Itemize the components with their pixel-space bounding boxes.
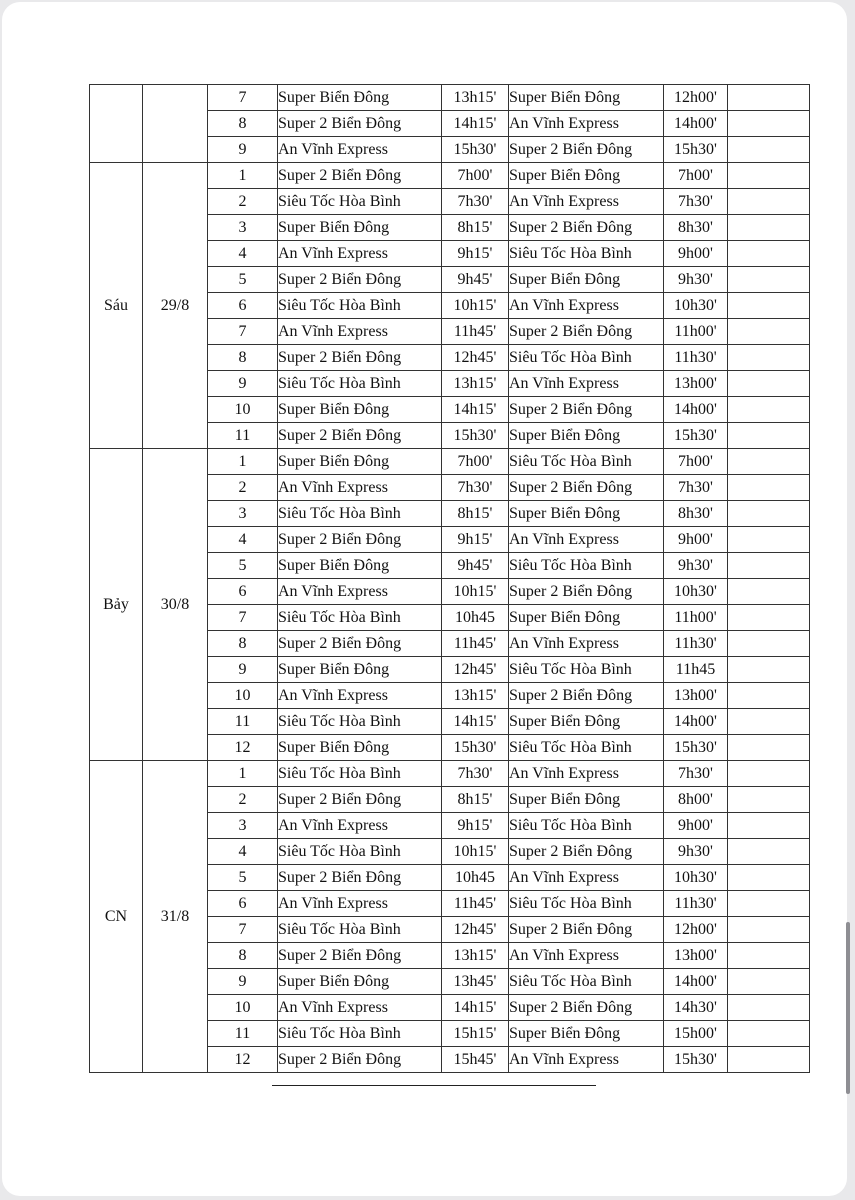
return-time-cell: 9h00' <box>664 527 728 553</box>
ferry-schedule-table <box>89 84 810 1073</box>
notes-cell <box>728 553 810 579</box>
day-of-week-cell <box>90 85 143 163</box>
notes-cell <box>728 605 810 631</box>
departure-time-cell: 11h45' <box>442 631 509 657</box>
departure-time-cell: 12h45' <box>442 345 509 371</box>
departure-ship-cell: Super Biển Đông <box>278 735 442 761</box>
departure-time-cell: 7h30' <box>442 189 509 215</box>
date-cell: 29/8 <box>143 163 208 449</box>
departure-ship-cell: Siêu Tốc Hòa Bình <box>278 371 442 397</box>
notes-cell <box>728 943 810 969</box>
departure-ship-cell: Super Biển Đông <box>278 657 442 683</box>
trip-number-cell: 5 <box>208 865 278 891</box>
departure-time-cell: 9h45' <box>442 267 509 293</box>
notes-cell <box>728 761 810 787</box>
day-of-week-cell: Bảy <box>90 449 143 761</box>
notes-cell <box>728 189 810 215</box>
trip-number-cell: 9 <box>208 137 278 163</box>
return-ship-cell: Super 2 Biển Đông <box>509 475 664 501</box>
return-time-cell: 11h00' <box>664 319 728 345</box>
trip-number-cell: 8 <box>208 111 278 137</box>
departure-ship-cell: Super 2 Biển Đông <box>278 527 442 553</box>
departure-time-cell: 15h30' <box>442 423 509 449</box>
departure-time-cell: 9h15' <box>442 813 509 839</box>
return-ship-cell: Super Biển Đông <box>509 605 664 631</box>
notes-cell <box>728 683 810 709</box>
notes-cell <box>728 137 810 163</box>
trip-number-cell: 8 <box>208 943 278 969</box>
departure-ship-cell: An Vĩnh Express <box>278 683 442 709</box>
departure-time-cell: 12h45' <box>442 657 509 683</box>
departure-ship-cell: An Vĩnh Express <box>278 475 442 501</box>
departure-time-cell: 7h00' <box>442 163 509 189</box>
return-ship-cell: Siêu Tốc Hòa Bình <box>509 449 664 475</box>
return-time-cell: 14h30' <box>664 995 728 1021</box>
departure-ship-cell: Siêu Tốc Hòa Bình <box>278 761 442 787</box>
table-row <box>90 163 810 189</box>
return-time-cell: 7h00' <box>664 449 728 475</box>
trip-number-cell: 11 <box>208 709 278 735</box>
trip-number-cell: 4 <box>208 839 278 865</box>
trip-number-cell: 1 <box>208 449 278 475</box>
departure-ship-cell: Super 2 Biển Đông <box>278 631 442 657</box>
trip-number-cell: 12 <box>208 735 278 761</box>
return-ship-cell: Super 2 Biển Đông <box>509 397 664 423</box>
trip-number-cell: 7 <box>208 917 278 943</box>
trip-number-cell: 3 <box>208 215 278 241</box>
return-time-cell: 10h30' <box>664 579 728 605</box>
notes-cell <box>728 735 810 761</box>
notes-cell <box>728 709 810 735</box>
return-time-cell: 15h30' <box>664 137 728 163</box>
departure-time-cell: 15h15' <box>442 1021 509 1047</box>
notes-cell <box>728 579 810 605</box>
return-ship-cell: Super Biển Đông <box>509 787 664 813</box>
return-ship-cell: Siêu Tốc Hòa Bình <box>509 891 664 917</box>
trip-number-cell: 2 <box>208 787 278 813</box>
departure-ship-cell: An Vĩnh Express <box>278 579 442 605</box>
departure-time-cell: 15h30' <box>442 735 509 761</box>
notes-cell <box>728 657 810 683</box>
return-time-cell: 14h00' <box>664 969 728 995</box>
return-ship-cell: Siêu Tốc Hòa Bình <box>509 969 664 995</box>
return-ship-cell: An Vĩnh Express <box>509 527 664 553</box>
day-of-week-cell: Sáu <box>90 163 143 449</box>
trip-number-cell: 7 <box>208 605 278 631</box>
return-time-cell: 7h00' <box>664 163 728 189</box>
return-ship-cell: Super Biển Đông <box>509 267 664 293</box>
trip-number-cell: 8 <box>208 631 278 657</box>
departure-ship-cell: Super Biển Đông <box>278 969 442 995</box>
notes-cell <box>728 163 810 189</box>
return-ship-cell: Super Biển Đông <box>509 163 664 189</box>
trip-number-cell: 10 <box>208 397 278 423</box>
trip-number-cell: 2 <box>208 189 278 215</box>
return-ship-cell: An Vĩnh Express <box>509 111 664 137</box>
departure-ship-cell: Siêu Tốc Hòa Bình <box>278 605 442 631</box>
return-ship-cell: An Vĩnh Express <box>509 1047 664 1073</box>
departure-time-cell: 7h30' <box>442 761 509 787</box>
return-ship-cell: Super 2 Biển Đông <box>509 995 664 1021</box>
date-cell: 30/8 <box>143 449 208 761</box>
table-row <box>90 85 810 111</box>
trip-number-cell: 9 <box>208 969 278 995</box>
notes-cell <box>728 995 810 1021</box>
notes-cell <box>728 475 810 501</box>
return-time-cell: 8h30' <box>664 215 728 241</box>
departure-ship-cell: Super Biển Đông <box>278 553 442 579</box>
return-ship-cell: Super 2 Biển Đông <box>509 917 664 943</box>
return-ship-cell: Siêu Tốc Hòa Bình <box>509 553 664 579</box>
notes-cell <box>728 345 810 371</box>
departure-ship-cell: An Vĩnh Express <box>278 995 442 1021</box>
trip-number-cell: 11 <box>208 1021 278 1047</box>
trip-number-cell: 3 <box>208 813 278 839</box>
return-ship-cell: Super Biển Đông <box>509 709 664 735</box>
return-time-cell: 15h30' <box>664 423 728 449</box>
departure-time-cell: 13h15' <box>442 683 509 709</box>
return-ship-cell: Super 2 Biển Đông <box>509 137 664 163</box>
return-time-cell: 9h00' <box>664 241 728 267</box>
date-cell <box>143 85 208 163</box>
return-time-cell: 11h30' <box>664 631 728 657</box>
trip-number-cell: 10 <box>208 683 278 709</box>
return-ship-cell: Super 2 Biển Đông <box>509 683 664 709</box>
return-ship-cell: An Vĩnh Express <box>509 865 664 891</box>
return-time-cell: 9h00' <box>664 813 728 839</box>
departure-time-cell: 9h15' <box>442 527 509 553</box>
departure-time-cell: 10h15' <box>442 839 509 865</box>
departure-time-cell: 10h15' <box>442 579 509 605</box>
return-time-cell: 8h30' <box>664 501 728 527</box>
trip-number-cell: 7 <box>208 85 278 111</box>
trip-number-cell: 6 <box>208 293 278 319</box>
notes-cell <box>728 85 810 111</box>
notes-cell <box>728 423 810 449</box>
trip-number-cell: 5 <box>208 553 278 579</box>
return-ship-cell: An Vĩnh Express <box>509 293 664 319</box>
departure-time-cell: 14h15' <box>442 111 509 137</box>
notes-cell <box>728 527 810 553</box>
trip-number-cell: 2 <box>208 475 278 501</box>
notes-cell <box>728 1021 810 1047</box>
return-ship-cell: Super 2 Biển Đông <box>509 579 664 605</box>
notes-cell <box>728 631 810 657</box>
departure-time-cell: 15h30' <box>442 137 509 163</box>
departure-ship-cell: An Vĩnh Express <box>278 813 442 839</box>
notes-cell <box>728 397 810 423</box>
notes-cell <box>728 839 810 865</box>
return-time-cell: 10h30' <box>664 865 728 891</box>
departure-ship-cell: Siêu Tốc Hòa Bình <box>278 839 442 865</box>
return-ship-cell: Siêu Tốc Hòa Bình <box>509 241 664 267</box>
notes-cell <box>728 501 810 527</box>
departure-time-cell: 7h30' <box>442 475 509 501</box>
return-ship-cell: Super 2 Biển Đông <box>509 215 664 241</box>
departure-time-cell: 11h45' <box>442 319 509 345</box>
departure-time-cell: 10h45 <box>442 865 509 891</box>
departure-ship-cell: Super 2 Biển Đông <box>278 1047 442 1073</box>
return-ship-cell: Super Biển Đông <box>509 85 664 111</box>
trip-number-cell: 3 <box>208 501 278 527</box>
notes-cell <box>728 241 810 267</box>
return-ship-cell: Super Biển Đông <box>509 423 664 449</box>
day-of-week-cell: CN <box>90 761 143 1073</box>
trip-number-cell: 5 <box>208 267 278 293</box>
trip-number-cell: 11 <box>208 423 278 449</box>
departure-time-cell: 15h45' <box>442 1047 509 1073</box>
notes-cell <box>728 891 810 917</box>
return-ship-cell: Super 2 Biển Đông <box>509 319 664 345</box>
trip-number-cell: 6 <box>208 579 278 605</box>
departure-time-cell: 13h15' <box>442 943 509 969</box>
departure-ship-cell: Siêu Tốc Hòa Bình <box>278 501 442 527</box>
departure-time-cell: 14h15' <box>442 397 509 423</box>
notes-cell <box>728 449 810 475</box>
return-time-cell: 11h45 <box>664 657 728 683</box>
trip-number-cell: 12 <box>208 1047 278 1073</box>
return-time-cell: 13h00' <box>664 371 728 397</box>
notes-cell <box>728 267 810 293</box>
return-ship-cell: An Vĩnh Express <box>509 943 664 969</box>
departure-time-cell: 8h15' <box>442 215 509 241</box>
trip-number-cell: 1 <box>208 761 278 787</box>
return-ship-cell: Super 2 Biển Đông <box>509 839 664 865</box>
departure-time-cell: 13h15' <box>442 371 509 397</box>
departure-ship-cell: Super Biển Đông <box>278 449 442 475</box>
notes-cell <box>728 969 810 995</box>
departure-ship-cell: Siêu Tốc Hòa Bình <box>278 709 442 735</box>
departure-ship-cell: Super 2 Biển Đông <box>278 267 442 293</box>
table-row <box>90 761 810 787</box>
departure-ship-cell: Siêu Tốc Hòa Bình <box>278 189 442 215</box>
trip-number-cell: 8 <box>208 345 278 371</box>
departure-time-cell: 8h15' <box>442 787 509 813</box>
trip-number-cell: 4 <box>208 527 278 553</box>
return-ship-cell: An Vĩnh Express <box>509 761 664 787</box>
return-time-cell: 15h00' <box>664 1021 728 1047</box>
departure-ship-cell: Super 2 Biển Đông <box>278 865 442 891</box>
return-ship-cell: Siêu Tốc Hòa Bình <box>509 345 664 371</box>
departure-ship-cell: Siêu Tốc Hòa Bình <box>278 1021 442 1047</box>
return-ship-cell: An Vĩnh Express <box>509 189 664 215</box>
return-ship-cell: Super Biển Đông <box>509 501 664 527</box>
departure-time-cell: 10h15' <box>442 293 509 319</box>
notes-cell <box>728 865 810 891</box>
vertical-scrollbar[interactable] <box>846 922 850 1094</box>
notes-cell <box>728 293 810 319</box>
trip-number-cell: 7 <box>208 319 278 345</box>
return-time-cell: 12h00' <box>664 917 728 943</box>
notes-cell <box>728 917 810 943</box>
departure-time-cell: 14h15' <box>442 995 509 1021</box>
notes-cell <box>728 319 810 345</box>
notes-cell <box>728 813 810 839</box>
return-time-cell: 7h30' <box>664 761 728 787</box>
return-ship-cell: Siêu Tốc Hòa Bình <box>509 735 664 761</box>
return-time-cell: 13h00' <box>664 683 728 709</box>
return-ship-cell: Siêu Tốc Hòa Bình <box>509 657 664 683</box>
notes-cell <box>728 215 810 241</box>
return-time-cell: 15h30' <box>664 1047 728 1073</box>
signature-divider-line <box>272 1085 596 1086</box>
departure-ship-cell: Siêu Tốc Hòa Bình <box>278 917 442 943</box>
return-ship-cell: An Vĩnh Express <box>509 371 664 397</box>
departure-time-cell: 13h15' <box>442 85 509 111</box>
departure-ship-cell: Super 2 Biển Đông <box>278 163 442 189</box>
departure-ship-cell: Super 2 Biển Đông <box>278 787 442 813</box>
return-time-cell: 11h30' <box>664 345 728 371</box>
table-row <box>90 449 810 475</box>
return-time-cell: 8h00' <box>664 787 728 813</box>
return-time-cell: 13h00' <box>664 943 728 969</box>
return-time-cell: 15h30' <box>664 735 728 761</box>
return-time-cell: 9h30' <box>664 553 728 579</box>
return-time-cell: 11h00' <box>664 605 728 631</box>
departure-time-cell: 14h15' <box>442 709 509 735</box>
return-time-cell: 14h00' <box>664 397 728 423</box>
departure-ship-cell: An Vĩnh Express <box>278 241 442 267</box>
trip-number-cell: 10 <box>208 995 278 1021</box>
return-time-cell: 10h30' <box>664 293 728 319</box>
departure-time-cell: 11h45' <box>442 891 509 917</box>
departure-time-cell: 7h00' <box>442 449 509 475</box>
return-time-cell: 14h00' <box>664 709 728 735</box>
trip-number-cell: 4 <box>208 241 278 267</box>
departure-ship-cell: Super 2 Biển Đông <box>278 423 442 449</box>
return-time-cell: 14h00' <box>664 111 728 137</box>
return-time-cell: 9h30' <box>664 267 728 293</box>
departure-ship-cell: An Vĩnh Express <box>278 319 442 345</box>
departure-time-cell: 8h15' <box>442 501 509 527</box>
return-ship-cell: Super Biển Đông <box>509 1021 664 1047</box>
trip-number-cell: 1 <box>208 163 278 189</box>
notes-cell <box>728 787 810 813</box>
trip-number-cell: 6 <box>208 891 278 917</box>
departure-time-cell: 10h45 <box>442 605 509 631</box>
departure-time-cell: 9h45' <box>442 553 509 579</box>
departure-ship-cell: An Vĩnh Express <box>278 891 442 917</box>
departure-ship-cell: Super Biển Đông <box>278 85 442 111</box>
notes-cell <box>728 371 810 397</box>
return-time-cell: 7h30' <box>664 475 728 501</box>
notes-cell <box>728 1047 810 1073</box>
return-time-cell: 12h00' <box>664 85 728 111</box>
return-ship-cell: Siêu Tốc Hòa Bình <box>509 813 664 839</box>
departure-time-cell: 12h45' <box>442 917 509 943</box>
notes-cell <box>728 111 810 137</box>
departure-ship-cell: Siêu Tốc Hòa Bình <box>278 293 442 319</box>
return-time-cell: 7h30' <box>664 189 728 215</box>
departure-ship-cell: Super Biển Đông <box>278 215 442 241</box>
return-ship-cell: An Vĩnh Express <box>509 631 664 657</box>
departure-ship-cell: Super 2 Biển Đông <box>278 943 442 969</box>
departure-ship-cell: Super Biển Đông <box>278 397 442 423</box>
departure-ship-cell: Super 2 Biển Đông <box>278 345 442 371</box>
departure-time-cell: 13h45' <box>442 969 509 995</box>
schedule-body <box>90 85 810 1073</box>
departure-ship-cell: An Vĩnh Express <box>278 137 442 163</box>
departure-time-cell: 9h15' <box>442 241 509 267</box>
document-page <box>2 2 847 1196</box>
trip-number-cell: 9 <box>208 371 278 397</box>
date-cell: 31/8 <box>143 761 208 1073</box>
departure-ship-cell: Super 2 Biển Đông <box>278 111 442 137</box>
return-time-cell: 11h30' <box>664 891 728 917</box>
return-time-cell: 9h30' <box>664 839 728 865</box>
trip-number-cell: 9 <box>208 657 278 683</box>
